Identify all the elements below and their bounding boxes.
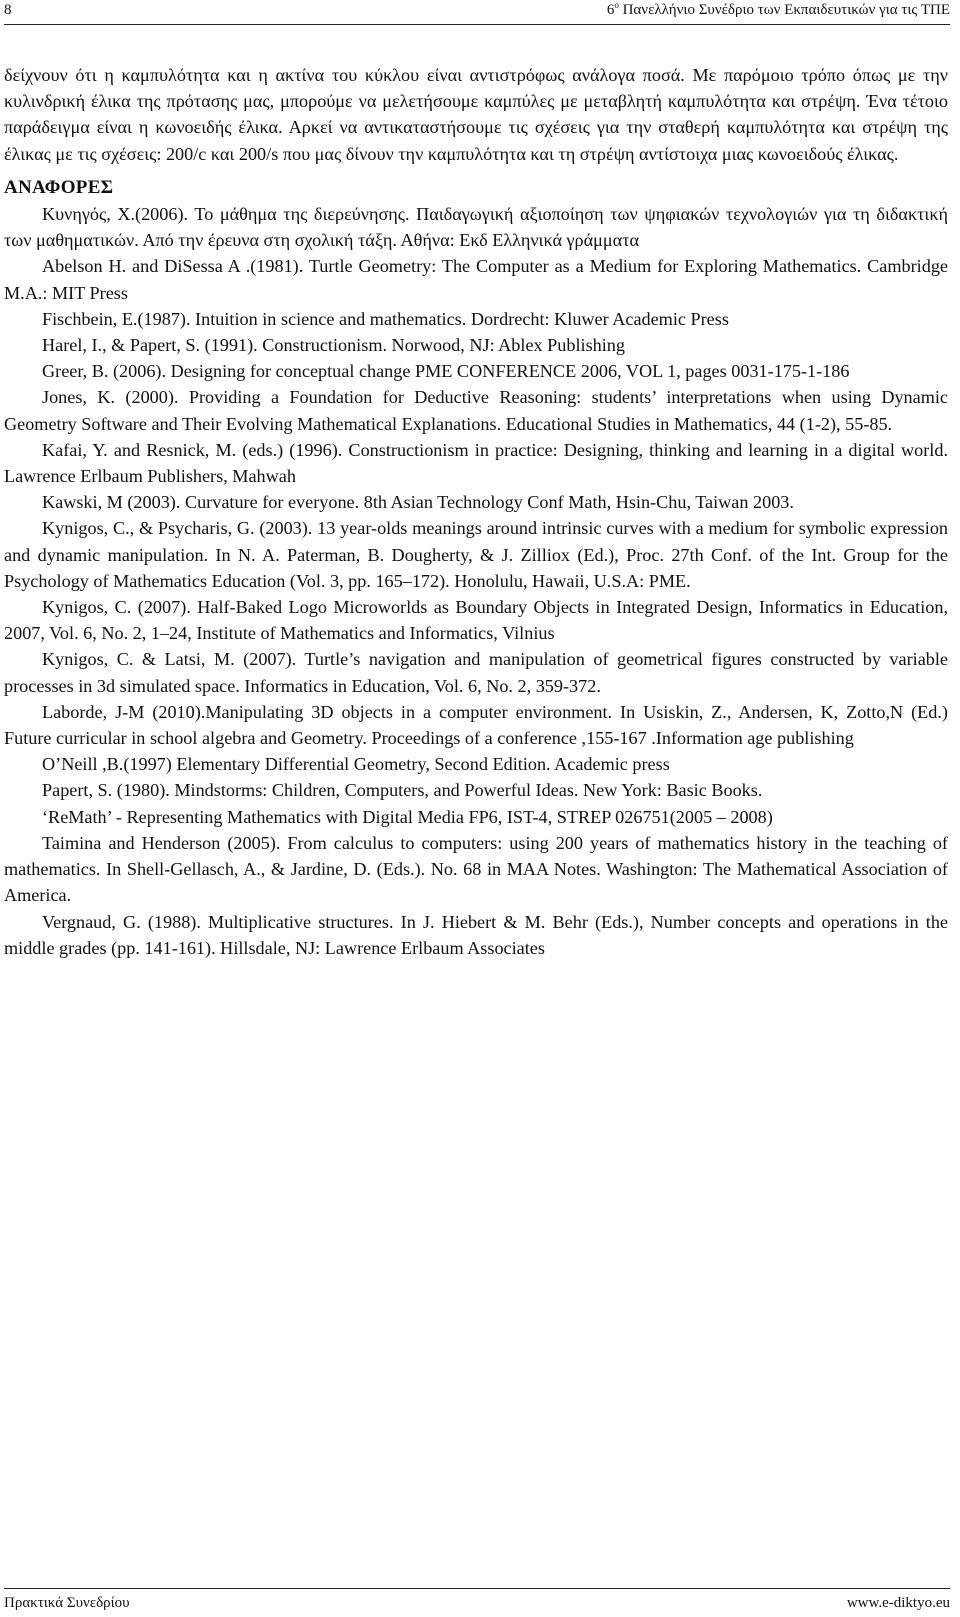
reference-item: Κυνηγός, Χ.(2006). Το μάθημα της διερεύνησης. Παιδαγωγική αξιοποίηση των ψηφιακών τεχνολογιών για τη διδακτική των μαθηματικών. Από την έρευνα στη σχολική τάξη. Αθήνα: Εκδ Ελληνικά γράμματα (4, 204, 948, 251)
reference-item: Kynigos, C., & Psycharis, G. (2003). 13 year-olds meanings around intrinsic curves with a medium for symbolic expression and dynamic manipulation. In N. A. Paterman, B. Dougherty, & J. Zilliox (Ed.), Proc. 27th Conf. of the Int. Group for the Psychology of Mathematics Education (Vol. 3, pp. 165–172). Honolulu, Hawaii, U.S.A: PME. (4, 518, 948, 591)
reference-item: Laborde, J-M (2010).Manipulating 3D objects in a computer environment. In Usiskin, Z., Andersen, K, Zotto,N (Ed.) Future curricular in school algebra and Geometry. Proceedings of a conference ,155-167 .Information age publishing (4, 701, 948, 749)
reference-item: ‘ReMath’ - Representing Mathematics with Digital Media FP6, IST-4, STREP 026751(2005 – 2008) (42, 806, 773, 827)
reference-item: Taimina and Henderson (2005). From calculus to computers: using 200 years of mathematics history in the teaching of mathematics. In Shell-Gellasch, A., & Jardine, D. (Eds.). No. 68 in MAA Notes. Washington: The Mathematical Association of America. (4, 832, 948, 906)
running-head-ordinal: ο (614, 0, 619, 10)
running-head-title: Πανελλήνιο Συνέδριο των Εκπαιδευτικών για τις ΤΠΕ (618, 2, 950, 18)
reference-item: Papert, S. (1980). Mindstorms: Children, Computers, and Powerful Ideas. New York: Basic Books. (42, 780, 763, 801)
reference-item: Abelson H. and DiSessa A .(1981). Turtle Geometry: The Computer as a Medium for Exploring Mathematics. Cambridge M.A.: MIT Press (4, 256, 948, 303)
reference-item: Jones, K. (2000). Providing a Foundation for Deductive Reasoning: students’ interpretations when using Dynamic Geometry Software and Their Evolving Mathematical Explanations. Educational Studies in Mathematics, 44 (1-2), 55-85. (4, 387, 948, 434)
reference-item: O’Neill ,B.(1997) Elementary Differential Geometry, Second Edition. Academic press (42, 754, 670, 775)
page-header (4, 0, 950, 25)
reference-item: Kafai, Y. and Resnick, M. (eds.) (1996). Constructionism in practice: Designing, thinking and learning in a digital world. Lawrence Erlbaum Publishers, Mahwah (4, 439, 948, 487)
reference-item: Greer, B. (2006). Designing for conceptual change PME CONFERENCE 2006, VOL 1, pages 0031-175-1-186 (42, 361, 850, 382)
page-number: 8 (4, 2, 12, 18)
reference-item: Kynigos, C. (2007). Half-Baked Logo Microworlds as Boundary Objects in Integrated Design, Informatics in Education, 2007, Vol. 6, No. 2, 1–24, Institute of Mathematics and Informatics, Vilnius (4, 597, 948, 644)
footer-website-link[interactable]: www.e-diktyo.eu (846, 1595, 950, 1611)
running-head-number: 6 (606, 2, 615, 18)
reference-item: Fischbein, E.(1987). Intuition in science and mathematics. Dordrecht: Kluwer Academic Press (42, 308, 729, 329)
reference-item: Vergnaud, G. (1988). Multiplicative structures. In J. Hiebert & M. Behr (Eds.), Number concepts and operations in the middle grades (pp. 141-161). Hillsdale, NJ: Lawrence Erlbaum Associates (4, 911, 948, 958)
reference-item: Kawski, M (2003). Curvature for everyone. 8th Asian Technology Conf Math, Hsin-Chu, Taiwan 2003. (42, 492, 794, 513)
footer-proceedings-label: Πρακτικά Συνεδρίου (4, 1595, 130, 1611)
reference-item: Harel, I., & Papert, S. (1991). Constructionism. Norwood, NJ: Ablex Publishing (42, 335, 625, 356)
references-list (4, 201, 948, 961)
running-head (607, 0, 950, 20)
page-footer (4, 1588, 950, 1613)
body-paragraph: δείχνουν ότι η καμπυλότητα και η ακτίνα του κύκλου είναι αντιστρόφως ανάλογα ποσά. Με παρόμοιο τρόπο όπως με την κυλινδρική έλικα της πρότασης μας, μπορούμε να μελετήσουμε καμπύλες με μεταβλητή καμπυλότητα και στρέψη. Ένα τέτοιο παράδειγμα είναι η κωνοειδής έλικα. Αρκεί να αντικαταστήσουμε τις σχέσεις για την σταθερή καμπυλότητα και στρέψη της έλικας με τις σχέσεις: 200/c και 200/s που μας δίνουν την καμπυλότητα και τη στρέψη αντίστοιχα μιας κωνοειδούς έλικας. (4, 65, 948, 164)
reference-item: Kynigos, C. & Latsi, M. (2007). Turtle’s navigation and manipulation of geometrical figures constructed by variable processes in 3d simulated space. Informatics in Education, Vol. 6, No. 2, 359-372. (4, 649, 948, 696)
page-content (4, 62, 948, 961)
references-heading: ΑΝΑΦΟΡΕΣ (4, 176, 114, 198)
